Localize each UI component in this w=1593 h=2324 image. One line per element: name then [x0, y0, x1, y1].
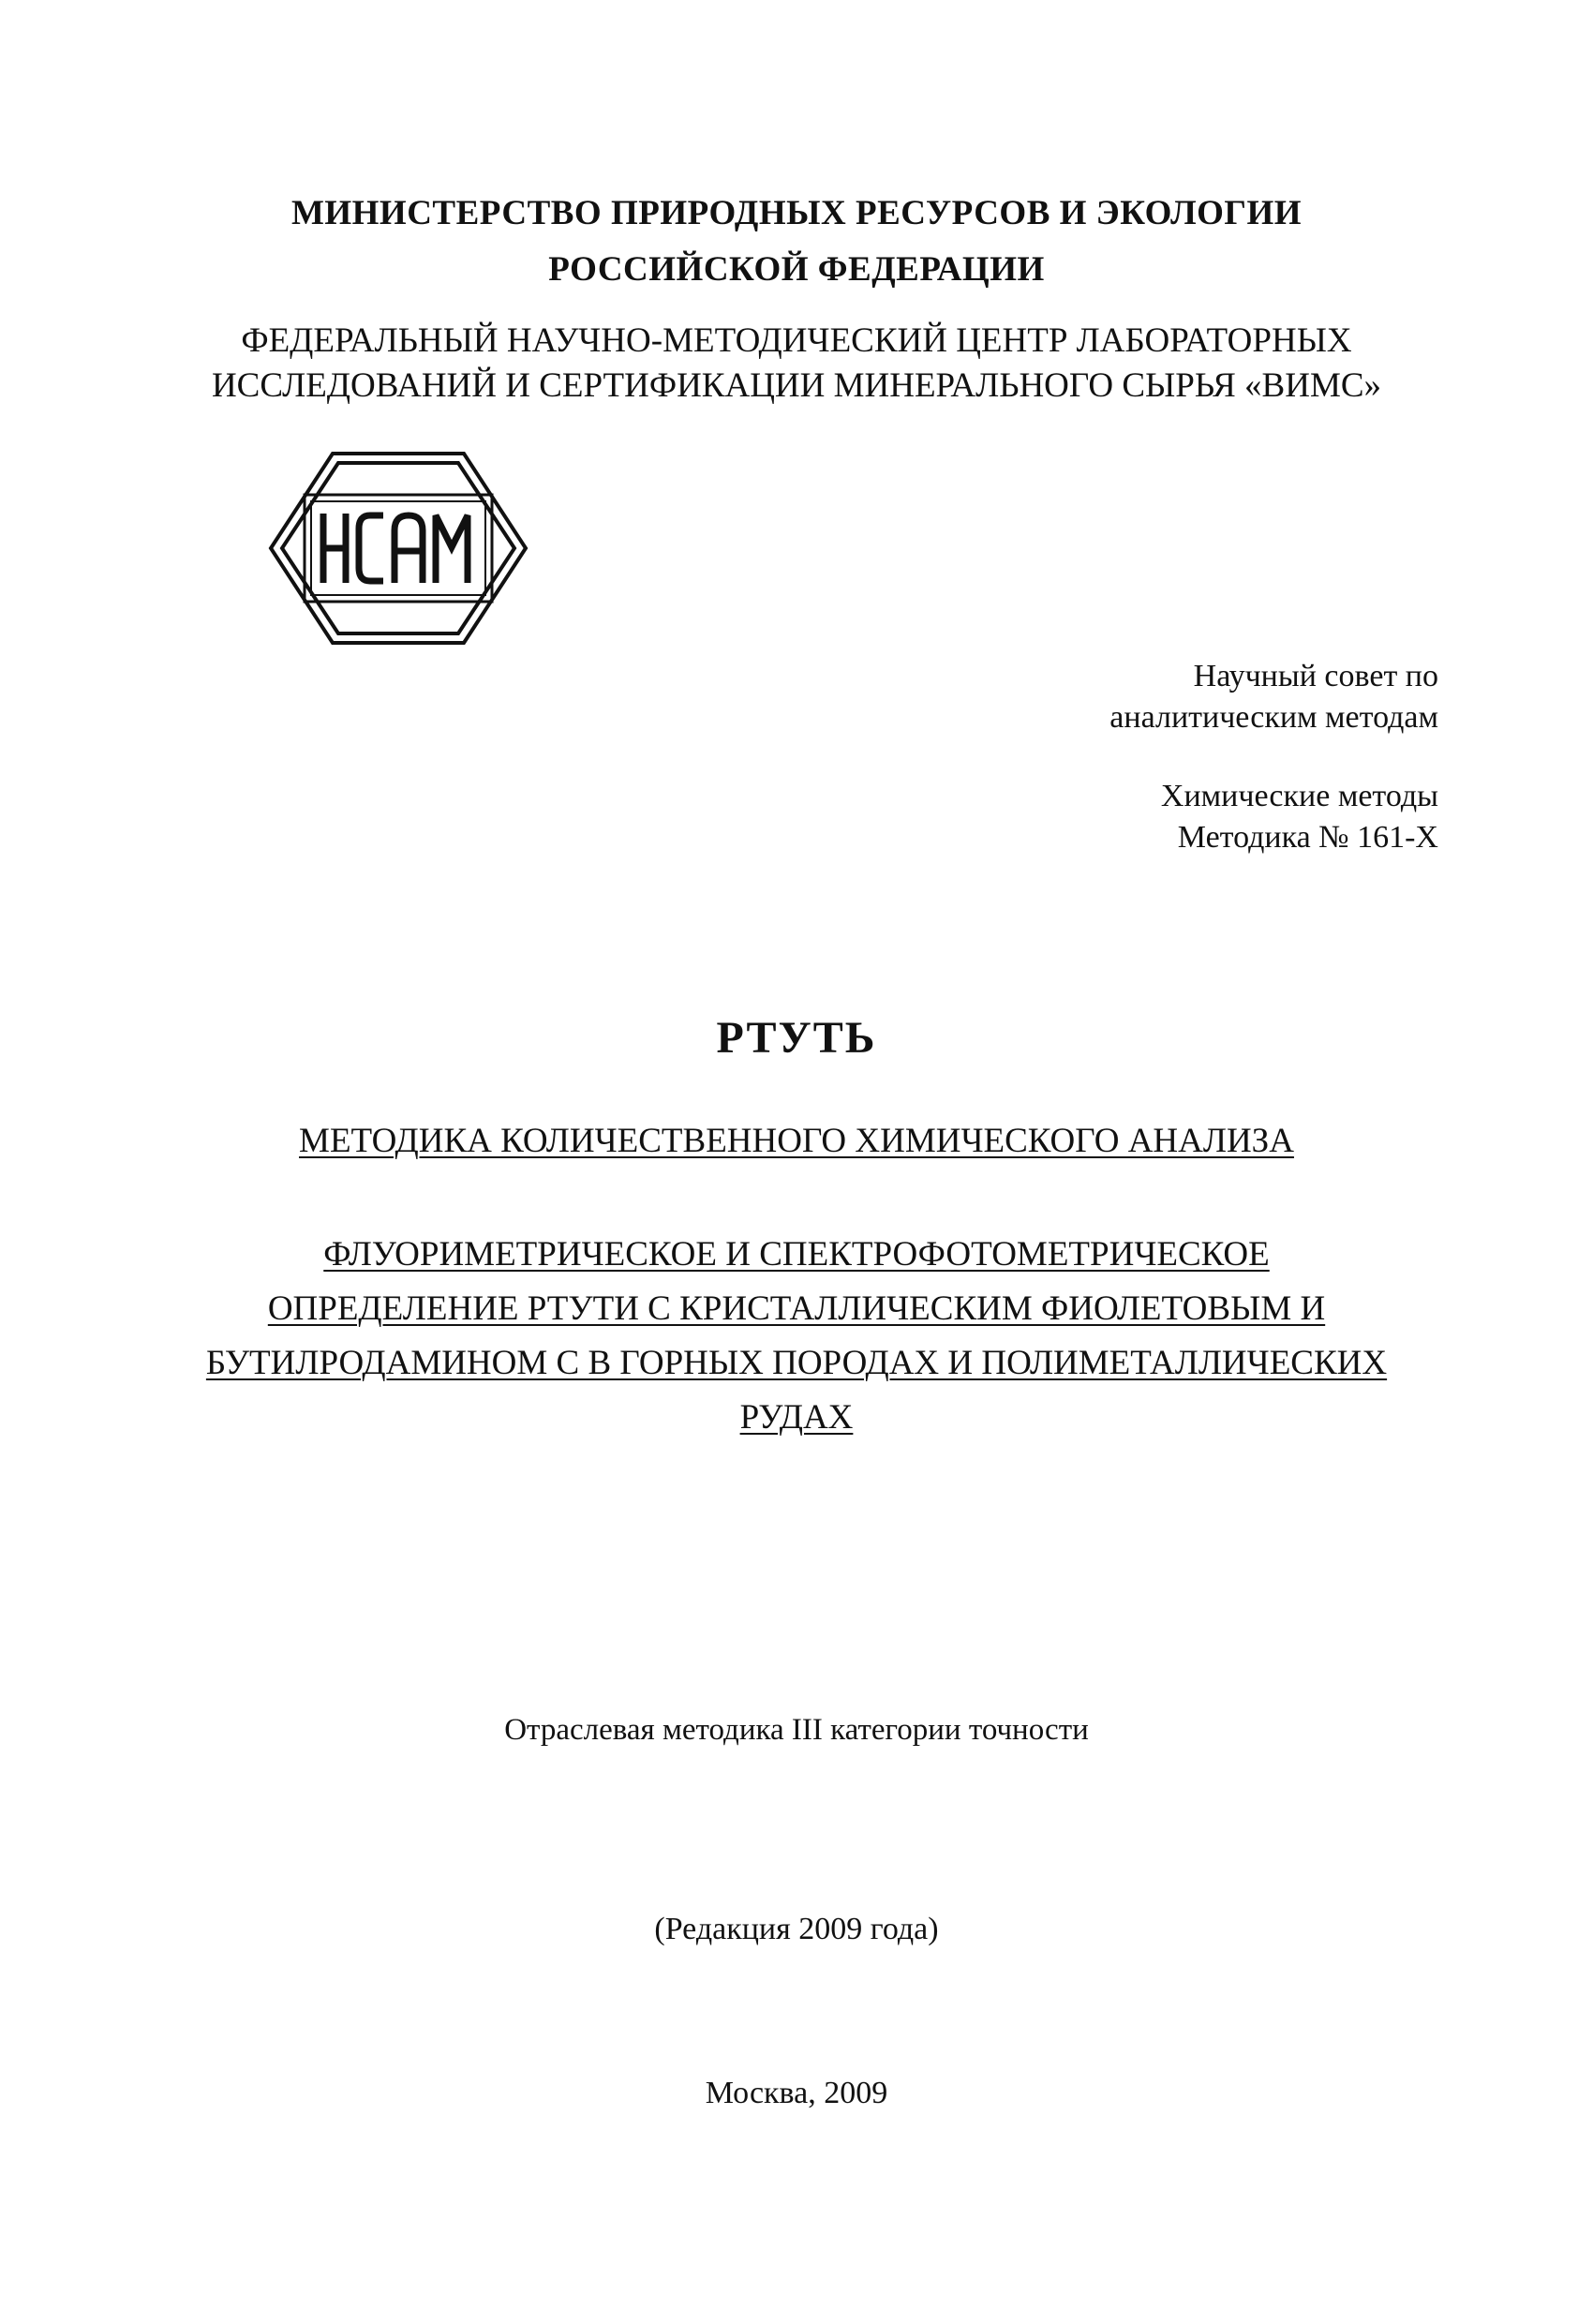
document-title: РТУТЬ — [716, 1013, 877, 1063]
description-line-3: БУТИЛРОДАМИНОМ С В ГОРНЫХ ПОРОДАХ И ПОЛИМЕТАЛЛИЧЕСКИХ — [205, 1344, 1388, 1382]
council-line-2: аналитическим методам — [1109, 700, 1438, 735]
edition-label: (Редакция 2009 года) — [654, 1912, 939, 1946]
method-line-2: Методика № 161-Х — [1177, 820, 1438, 855]
ministry-heading — [0, 186, 1593, 298]
accuracy-category: Отраслевая методика III категории точности — [504, 1713, 1089, 1747]
institution-line-2: ИССЛЕДОВАНИЙ И СЕРТИФИКАЦИИ МИНЕРАЛЬНОГО СЫРЬЯ «ВИМС» — [211, 366, 1382, 405]
council-label — [1109, 656, 1438, 738]
nsam-logo-icon — [267, 450, 529, 647]
ministry-line-2: РОССИЙСКОЙ ФЕДЕРАЦИИ — [548, 250, 1045, 289]
description-line-1: ФЛУОРИМЕТРИЧЕСКОЕ И СПЕКТРОФОТОМЕТРИЧЕСКОЕ — [323, 1235, 1270, 1274]
document-subtitle: МЕТОДИКА КОЛИЧЕСТВЕННОГО ХИМИЧЕСКОГО АНАЛИЗА — [299, 1122, 1294, 1160]
council-line-1: Научный совет по — [1193, 659, 1438, 693]
institution-line-1: ФЕДЕРАЛЬНЫЙ НАУЧНО-МЕТОДИЧЕСКИЙ ЦЕНТР ЛАБОРАТОРНЫХ — [241, 321, 1352, 360]
ministry-line-1: МИНИСТЕРСТВО ПРИРОДНЫХ РЕСУРСОВ И ЭКОЛОГИИ — [290, 194, 1303, 232]
description-line-4: РУДАХ — [739, 1398, 854, 1437]
method-line-1: Химические методы — [1160, 779, 1438, 813]
institution-name — [0, 319, 1593, 409]
place-year: Москва, 2009 — [705, 2076, 888, 2110]
method-description — [0, 1228, 1593, 1445]
method-label — [1161, 776, 1438, 858]
description-line-2: ОПРЕДЕЛЕНИЕ РТУТИ С КРИСТАЛЛИЧЕСКИМ ФИОЛЕТОВЫМ И — [267, 1289, 1326, 1328]
nsam-logo-svg — [267, 450, 529, 647]
